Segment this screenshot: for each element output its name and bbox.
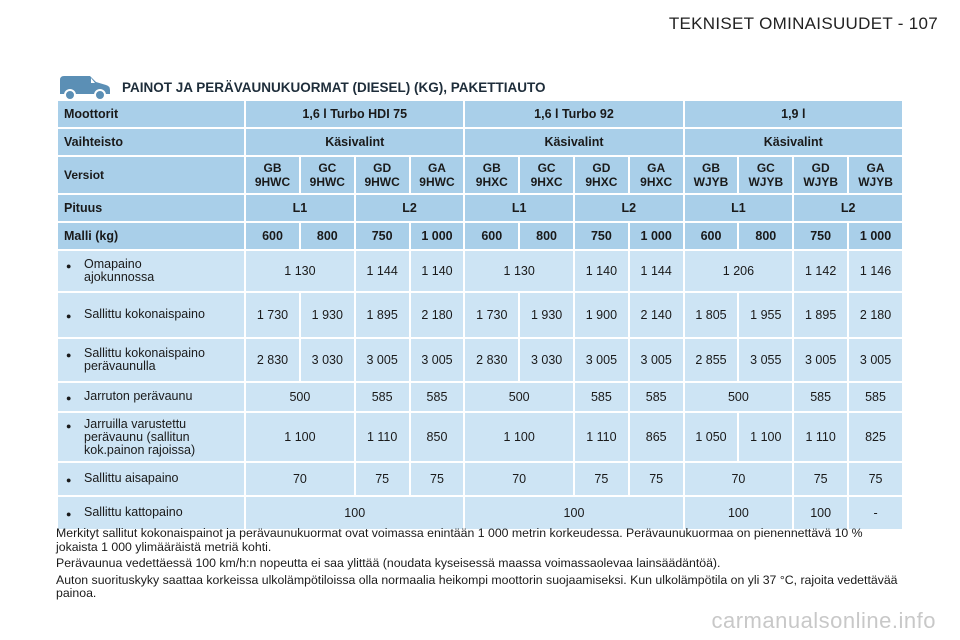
value-cell: 70 [685,463,793,495]
value-cell: 1 895 [794,293,847,337]
value-cell: 500 [685,383,793,411]
versiot-cell: GB WJYB [685,157,738,193]
value-cell: - [849,497,902,529]
value-cell: 3 005 [849,339,902,381]
bullet-icon: ● [66,261,72,271]
value-cell: 100 [246,497,463,529]
versiot-cell: GA 9HWC [411,157,464,193]
versiot-cell: GA WJYB [849,157,902,193]
value-cell: 3 005 [794,339,847,381]
malli-cell: 600 [465,223,518,249]
value-cell: 2 855 [685,339,738,381]
versiot-cell: GD 9HXC [575,157,628,193]
malli-cell: 800 [739,223,792,249]
versiot-cell: GB 9HWC [246,157,299,193]
bullet-icon: ● [66,420,72,431]
van-icon [56,72,114,102]
value-cell: 100 [685,497,793,529]
note-temperature: Auton suorituskyky saattaa korkeissa ulkolämpötiloissa olla normaalia heikompi moottorin suojaamiseksi. Kun ulkolämpötila on yli 37 °C, rajoita vedettävää painoa. [56,572,898,600]
pituus-cell: L1 [685,195,793,221]
moottorit-cell: 1,9 l [685,101,902,127]
value-cell: 1 110 [575,413,628,461]
row-label-text: Omapaino ajokunnossa [84,257,155,284]
value-cell: 3 005 [411,339,464,381]
malli-cell: 750 [794,223,847,249]
value-cell: 2 180 [849,293,902,337]
pituus-cell: L2 [356,195,464,221]
note-speed: Perävaunua vedettäessä 100 km/h:n nopeutta ei saa ylittää (noudata kyseisessä maassa voimassaolevaa lainsäädäntöä). [56,556,721,570]
moottorit-cell: 1,6 l Turbo HDI 75 [246,101,463,127]
value-cell: 1 140 [575,251,628,291]
value-cell: 2 140 [630,293,683,337]
value-cell: 1 110 [356,413,409,461]
value-cell: 1 930 [520,293,573,337]
value-cell: 1 100 [465,413,573,461]
value-cell: 585 [411,383,464,411]
value-cell: 70 [246,463,354,495]
label-pituus: Pituus [58,195,244,221]
bullet-icon: ● [66,350,72,360]
versiot-cell: GD WJYB [794,157,847,193]
malli-cell: 750 [356,223,409,249]
value-cell: 1 955 [739,293,792,337]
malli-cell: 600 [246,223,299,249]
value-cell: 1 130 [246,251,354,291]
bullet-icon: ● [66,310,72,321]
value-cell: 3 030 [520,339,573,381]
row-label [58,497,244,529]
pituus-cell: L1 [465,195,573,221]
bullet-icon: ● [66,474,72,485]
row-label [58,339,244,381]
malli-cell: 600 [685,223,738,249]
vaihteisto-cell: Käsivalint [465,129,682,155]
value-cell: 500 [465,383,573,411]
value-cell: 75 [575,463,628,495]
vaihteisto-cell: Käsivalint [685,129,902,155]
row-label [58,463,244,495]
row-label-text: Jarruilla varustettu perävaunu (sallitun kok.painon rajoissa) [84,416,196,457]
value-cell: 850 [411,413,464,461]
section-title [56,72,546,102]
value-cell: 75 [630,463,683,495]
label-versiot: Versiot [58,157,244,193]
table-row [58,463,902,495]
row-label [58,383,244,411]
value-cell: 1 900 [575,293,628,337]
pituus-cell: L1 [246,195,354,221]
value-cell: 1 730 [465,293,518,337]
value-cell: 585 [575,383,628,411]
value-cell: 2 830 [465,339,518,381]
row-malli [58,223,902,249]
weights-table [56,99,904,531]
value-cell: 1 144 [356,251,409,291]
label-moottorit: Moottorit [58,101,244,127]
value-cell: 1 110 [794,413,847,461]
value-cell: 3 005 [630,339,683,381]
malli-cell: 800 [301,223,354,249]
value-cell: 585 [794,383,847,411]
versiot-cell: GD 9HWC [356,157,409,193]
value-cell: 1 100 [739,413,792,461]
row-label-text: Sallittu kattopaino [84,504,183,519]
versiot-cell: GC WJYB [739,157,792,193]
table-row [58,383,902,411]
row-versiot [58,157,902,193]
value-cell: 1 730 [246,293,299,337]
row-label [58,251,244,291]
value-cell: 100 [465,497,682,529]
malli-cell: 1 000 [849,223,902,249]
row-label [58,413,244,461]
value-cell: 75 [356,463,409,495]
row-moottorit [58,101,902,127]
row-label-text: Jarruton perävaunu [84,388,193,403]
value-cell: 825 [849,413,902,461]
value-cell: 1 895 [356,293,409,337]
value-cell: 865 [630,413,683,461]
versiot-cell: GB 9HXC [465,157,518,193]
row-label [58,293,244,337]
value-cell: 75 [794,463,847,495]
malli-cell: 800 [520,223,573,249]
value-cell: 3 055 [739,339,792,381]
value-cell: 2 830 [246,339,299,381]
malli-cell: 1 000 [411,223,464,249]
value-cell: 1 100 [246,413,354,461]
value-cell: 100 [794,497,847,529]
value-cell: 500 [246,383,354,411]
value-cell: 3 005 [575,339,628,381]
section-title-text: PAINOT JA PERÄVAUNUKUORMAT (DIESEL) (KG), PAKETTIAUTO [122,79,546,95]
bullet-icon: ● [66,392,72,403]
versiot-cell: GA 9HXC [630,157,683,193]
watermark: carmanualsonline.info [711,608,936,633]
malli-cell: 1 000 [630,223,683,249]
table-row [58,251,902,291]
notes [56,527,906,604]
table-row [58,339,902,381]
value-cell: 1 142 [794,251,847,291]
row-pituus [58,195,902,221]
value-cell: 1 050 [685,413,738,461]
value-cell: 75 [411,463,464,495]
value-cell: 1 930 [301,293,354,337]
value-cell: 75 [849,463,902,495]
row-label-text: Sallittu kokonaispaino [84,306,205,321]
vaihteisto-cell: Käsivalint [246,129,463,155]
row-label-text: Sallittu aisapaino [84,470,179,485]
value-cell: 1 140 [411,251,464,291]
label-vaihteisto: Vaihteisto [58,129,244,155]
value-cell: 70 [465,463,573,495]
value-cell: 2 180 [411,293,464,337]
value-cell: 585 [630,383,683,411]
pituus-cell: L2 [575,195,683,221]
value-cell: 1 144 [630,251,683,291]
moottorit-cell: 1,6 l Turbo 92 [465,101,682,127]
note-altitude: Merkityt sallitut kokonaispainot ja perävaunukuormat ovat voimassa enintään 1 000 metrin korkeudessa. Perävaunukuormaa on pienennettävä 10 % jokaista 1 000 ylimääräistä metriä kohti. [56,526,863,554]
table-row [58,293,902,337]
row-label-text: Sallittu kokonaispaino perävaunulla [84,346,205,373]
value-cell: 1 130 [465,251,573,291]
page-header: TEKNISET OMINAISUUDET - 107 [668,14,938,33]
value-cell: 1 805 [685,293,738,337]
value-cell: 1 206 [685,251,793,291]
value-cell: 1 146 [849,251,902,291]
versiot-cell: GC 9HXC [520,157,573,193]
row-vaihteisto [58,129,902,155]
label-malli: Malli (kg) [58,223,244,249]
bullet-icon: ● [66,508,72,519]
value-cell: 585 [356,383,409,411]
value-cell: 585 [849,383,902,411]
pituus-cell: L2 [794,195,902,221]
table-row [58,413,902,461]
value-cell: 3 005 [356,339,409,381]
versiot-cell: GC 9HWC [301,157,354,193]
table-row [58,497,902,529]
malli-cell: 750 [575,223,628,249]
value-cell: 3 030 [301,339,354,381]
